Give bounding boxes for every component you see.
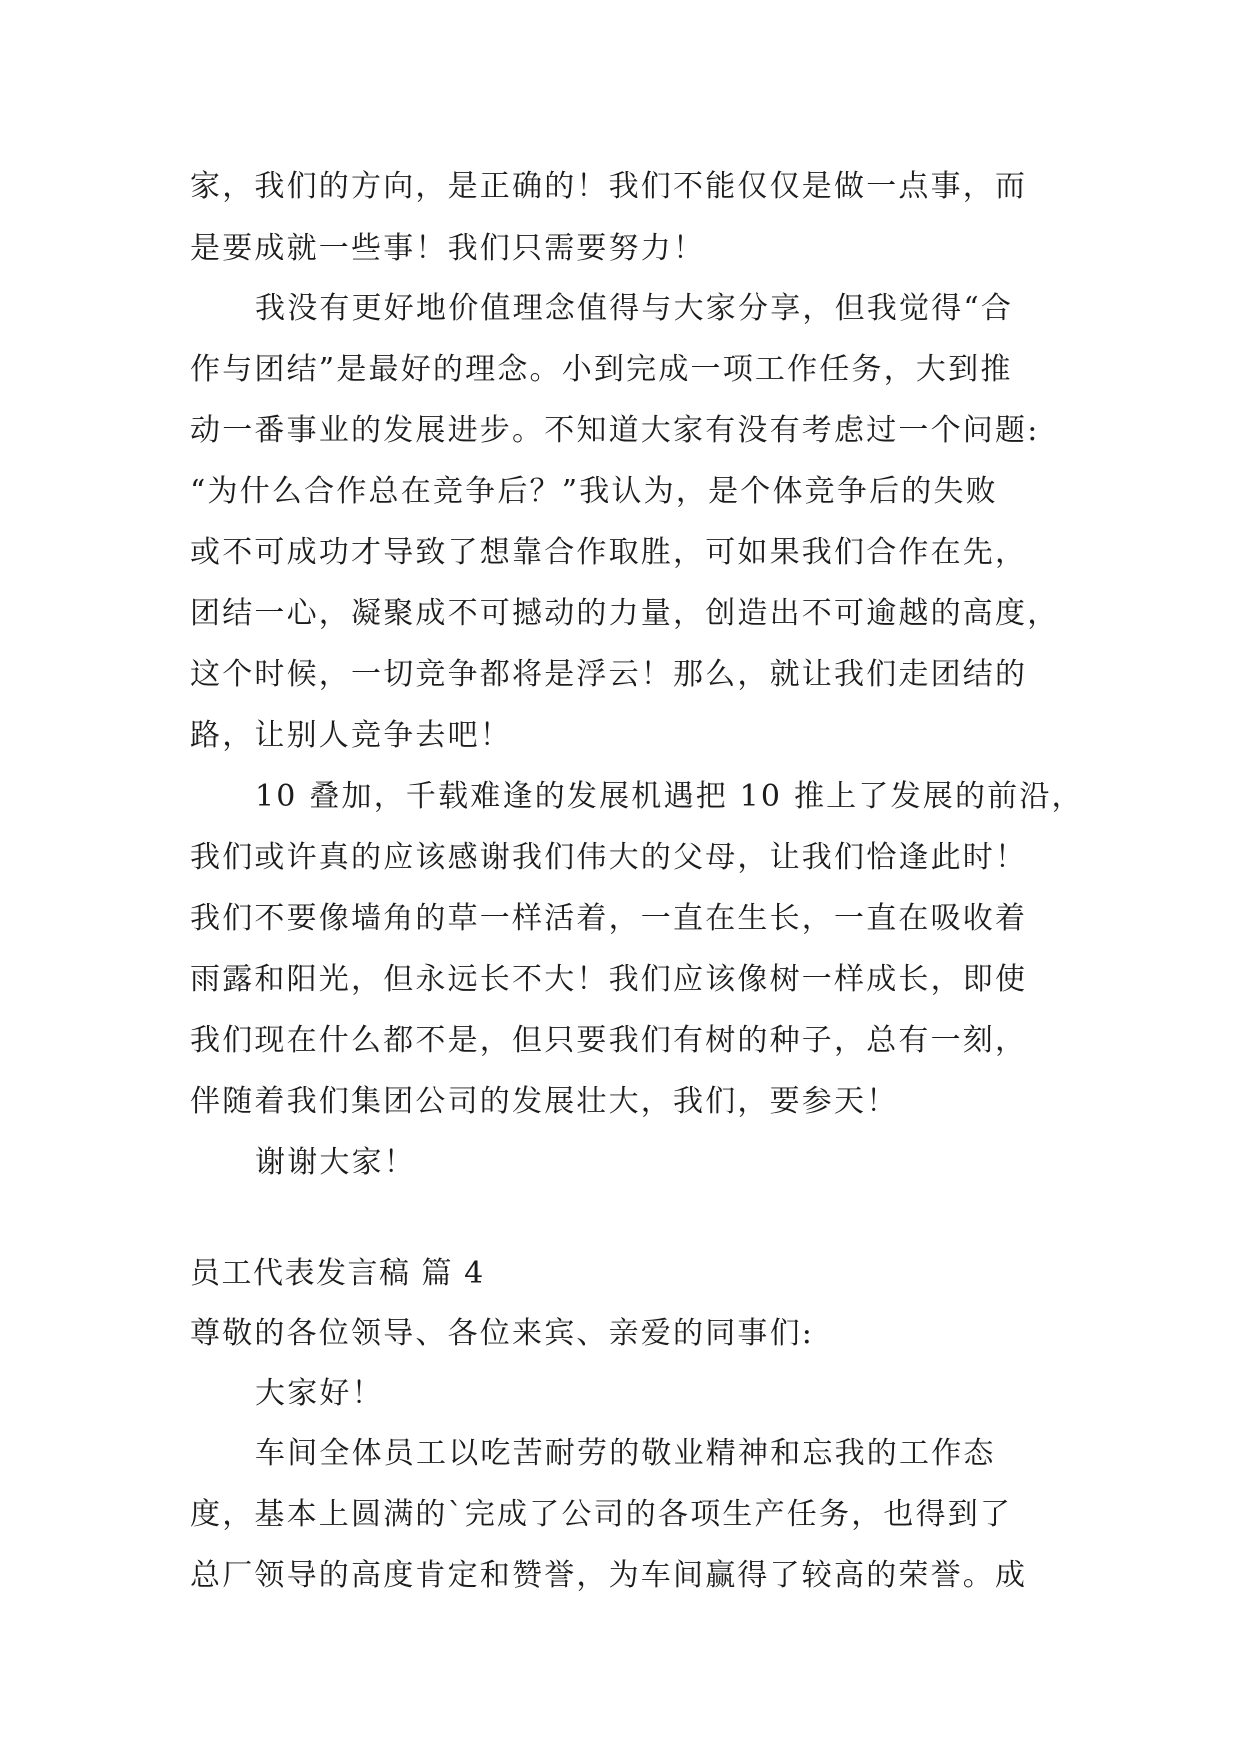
paragraph-line: 车间全体员工以吃苦耐劳的敬业精神和忘我的工作态 [255,1436,996,1471]
paragraph-line: 是要成就一些事！我们只需要努力！ [190,231,706,266]
paragraph-line: 我们不要像墙角的草一样活着，一直在生长，一直在吸收着 [190,901,1028,936]
paragraph-line: 我们或许真的应该感谢我们伟大的父母，让我们恰逢此时！ [190,840,1028,875]
paragraph-line: 团结一心，凝聚成不可撼动的力量，创造出不可逾越的高度， [190,596,1060,631]
paragraph-line: 路，让别人竞争去吧！ [190,718,512,753]
paragraph-line: 度，基本上圆满的`完成了公司的各项生产任务，也得到了 [190,1497,1013,1532]
paragraph-line: “为什么合作总在竞争后？”我认为，是个体竞争后的失败 [190,474,998,509]
salutation: 尊敬的各位领导、各位来宾、亲爱的同事们: [190,1316,815,1351]
paragraph-line: 我们现在什么都不是，但只要我们有树的种子，总有一刻， [190,1023,1028,1058]
paragraph-line: 作与团结”是最好的理念。小到完成一项工作任务，大到推 [190,352,1013,387]
section-heading: 员工代表发言稿 篇 4 [190,1256,485,1291]
paragraph-line: 动一番事业的发展进步。不知道大家有没有考虑过一个问题: [190,413,1040,448]
paragraph-line: 我没有更好地价值理念值得与大家分享，但我觉得“合 [255,291,1014,326]
paragraph-line: 这个时候，一切竞争都将是浮云！那么，就让我们走团结的 [190,657,1028,692]
closing-line: 谢谢大家！ [255,1145,416,1180]
paragraph-line: 雨露和阳光，但永远长不大！我们应该像树一样成长，即使 [190,962,1028,997]
greeting: 大家好！ [255,1376,384,1411]
paragraph-line: 或不可成功才导致了想靠合作取胜，可如果我们合作在先， [190,535,1028,570]
paragraph-line: 总厂领导的高度肯定和赞誉，为车间赢得了较高的荣誉。成 [190,1558,1028,1593]
paragraph-line: 家，我们的方向，是正确的！我们不能仅仅是做一点事，而 [190,169,1028,204]
paragraph-line: 伴随着我们集团公司的发展壮大，我们，要参天！ [190,1084,899,1119]
paragraph-line: 10 叠加，千载难逢的发展机遇把 10 推上了发展的前沿， [255,779,1084,814]
